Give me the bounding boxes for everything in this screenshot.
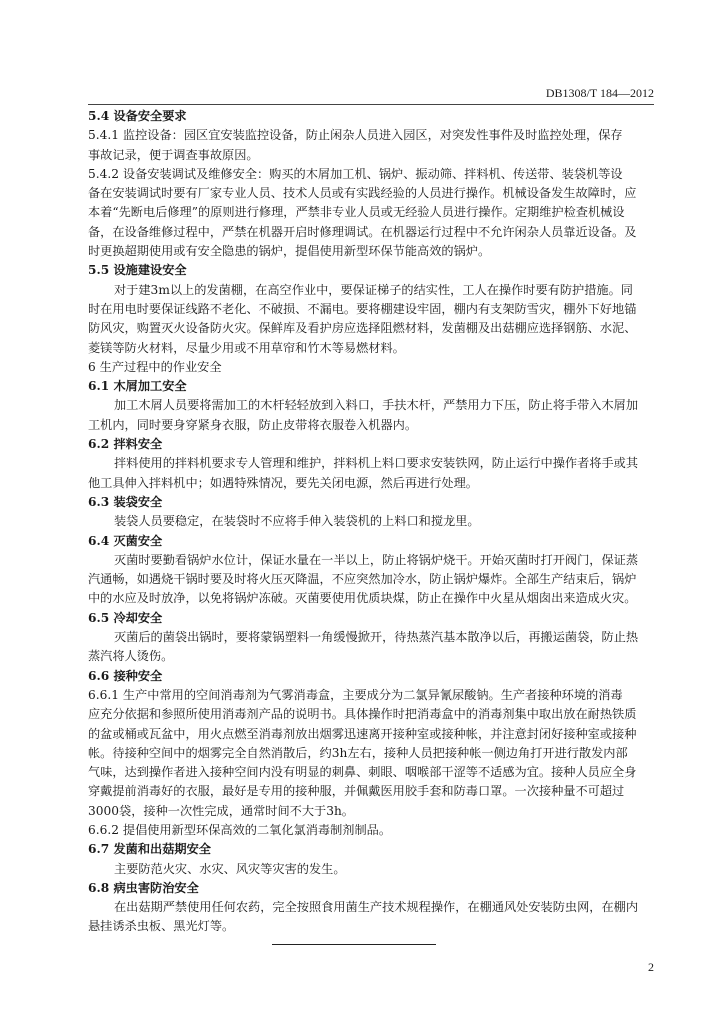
text-line: 在出菇期严禁使用任何农药，完全按照食用菌生产技术规程操作，在棚通风处安装防虫网，在棚内 [114, 900, 639, 915]
text-line: 备在安装调试时要有厂家专业人员、技术人员或有实践经验的人员进行操作。机械设备发生故障时，应 [88, 186, 637, 201]
text-line: 对于建3m以上的发菌棚，在高空作业中，要保证梯子的结实性，工人在操作时要有防护措施。同 [114, 282, 633, 297]
section-heading: 6.3 装袋安全 [88, 494, 163, 509]
text-line: 防风灾，购置灭火设备防火灾。保鲜库及看护房应选择阻燃材料，发菌棚及出菇棚应选择钢筋、水泥、 [88, 321, 637, 336]
section-heading: 6.1 木屑加工安全 [88, 379, 187, 394]
header-rule [88, 104, 654, 105]
text-line: 拌料使用的拌料机要求专人管理和维护，拌料机上料口要求安装铁网，防止运行中操作者将手或其 [114, 456, 639, 471]
section-heading: 6.2 拌料安全 [88, 437, 163, 452]
text-line: 3000袋，接种一次性完成，通常时间不大于3h。 [88, 803, 354, 818]
text-line: 时更换超期使用或有安全隐患的锅炉，提倡使用新型环保节能高效的锅炉。 [88, 244, 491, 259]
text-line: 中的水应及时放净，以免将锅炉冻破。灭菌要使用优质块煤，防止在操作中火星从烟囱出来造成火灾。 [88, 591, 637, 606]
section-heading: 6.7 发菌和出菇期安全 [88, 842, 211, 857]
text-line: 汽通畅，如遇烧干锅时要及时将火压灭降温，不应突然加冷水，防止锅炉爆炸。全部生产结束后，锅炉 [88, 572, 637, 587]
text-line: 帐。待接种空间中的烟雾完全自然消散后，约3h左右，接种人员把接种帐一侧边角打开进行散发内部 [88, 745, 628, 760]
text-line: 事故记录，便于调查事故原因。 [88, 147, 259, 162]
section-heading: 6.6 接种安全 [88, 668, 163, 683]
text-line: 应充分依据和参照所使用消毒剂产品的说明书。具体操作时把消毒盒中的消毒剂集中取出放在耐热铁质 [88, 707, 637, 722]
text-line: 穿戴提前消毒好的衣服，最好是专用的接种服，并佩戴医用胶手套和防毒口罩。一次接种量不可超过 [88, 784, 625, 799]
text-line: 悬挂诱杀虫板、黑光灯等。 [88, 919, 235, 934]
text-line: 的盆或桶或瓦盆中，用火点燃至消毒剂放出烟雾迅速离开接种室或接种帐，并注意封闭好接种室或接种 [88, 726, 637, 741]
text-line: 菱镁等防火材料，尽量少用或不用草帘和竹木等易燃材料。 [88, 340, 405, 355]
page-number: 2 [648, 960, 654, 974]
text-line: 工机内，同时要身穿紧身衣服，防止皮带将衣服卷入机器内。 [88, 417, 418, 432]
document-code: DB1308/T 184—2012 [545, 86, 654, 100]
text-line: 装袋人员要稳定，在装袋时不应将手伸入装袋机的上料口和搅龙里。 [114, 514, 480, 529]
text-line: 本着“先断电后修理”的原则进行修理，严禁非专业人员或无经验人员进行操作。定期维护检查机械设 [88, 205, 625, 220]
text-line: 6.6.2 提倡使用新型环保高效的二氧化氯消毒制剂制品。 [88, 822, 392, 837]
text-line: 6.6.1 生产中常用的空间消毒剂为气雾消毒盒，主要成分为二氯异氰尿酸钠。生产者接种环境的消毒 [88, 687, 623, 702]
text-line: 5.4.1 监控设备：园区宜安装监控设备，防止闲杂人员进入园区，对突发性事件及时监控处理，保存 [88, 128, 623, 143]
section-heading: 6.4 灭菌安全 [88, 533, 163, 548]
text-line: 主要防范火灾、水灾、风灾等灾害的发生。 [114, 861, 346, 876]
text-line: 5.4.2 设备安装调试及维修安全：购买的木屑加工机、锅炉、振动筛、拌料机、传送带、装袋机等设 [88, 166, 623, 181]
text-line: 气味，达到操作者进入接种空间内没有明显的刺鼻、刺眼、咽喉部干涩等不适感为宜。接种人员应全身 [88, 765, 637, 780]
text-line: 灭菌后的菌袋出锅时，要将蒙锅塑料一角缓慢掀开，待热蒸汽基本散净以后，再搬运菌袋，防止热 [114, 630, 639, 645]
section-heading: 5.4 设备安全要求 [88, 109, 187, 123]
section-heading: 5.5 设施建设安全 [88, 263, 187, 278]
section-heading: 6.8 病虫害防治安全 [88, 880, 199, 895]
text-line: 加工木屑人员要将需加工的木杆轻轻放到入料口，手扶木杆，严禁用力下压，防止将手带入木屑加 [114, 398, 639, 413]
text-line: 6 生产过程中的作业安全 [88, 359, 222, 374]
section-heading: 6.5 冷却安全 [88, 610, 163, 625]
text-line: 他工具伸入拌料机中；如遇特殊情况，要先关闭电源，然后再进行处理。 [88, 475, 478, 490]
text-line: 蒸汽将人烫伤。 [88, 649, 174, 664]
document-body [88, 107, 654, 937]
text-line: 时在用电时要保证线路不老化、不破损、不漏电。要将棚建设牢固，棚内有支架防雪灾，棚外下好地锚 [88, 301, 637, 316]
text-line: 灭菌时要勤看锅炉水位计，保证水量在一半以上，防止将锅炉烧干。开始灭菌时打开阀门，保证蒸 [114, 552, 639, 567]
footnote-rule [272, 944, 436, 945]
text-line: 备，在设备维修过程中，严禁在机器开启时修理调试。在机器运行过程中不允许闲杂人员靠近设备。及 [88, 224, 637, 239]
